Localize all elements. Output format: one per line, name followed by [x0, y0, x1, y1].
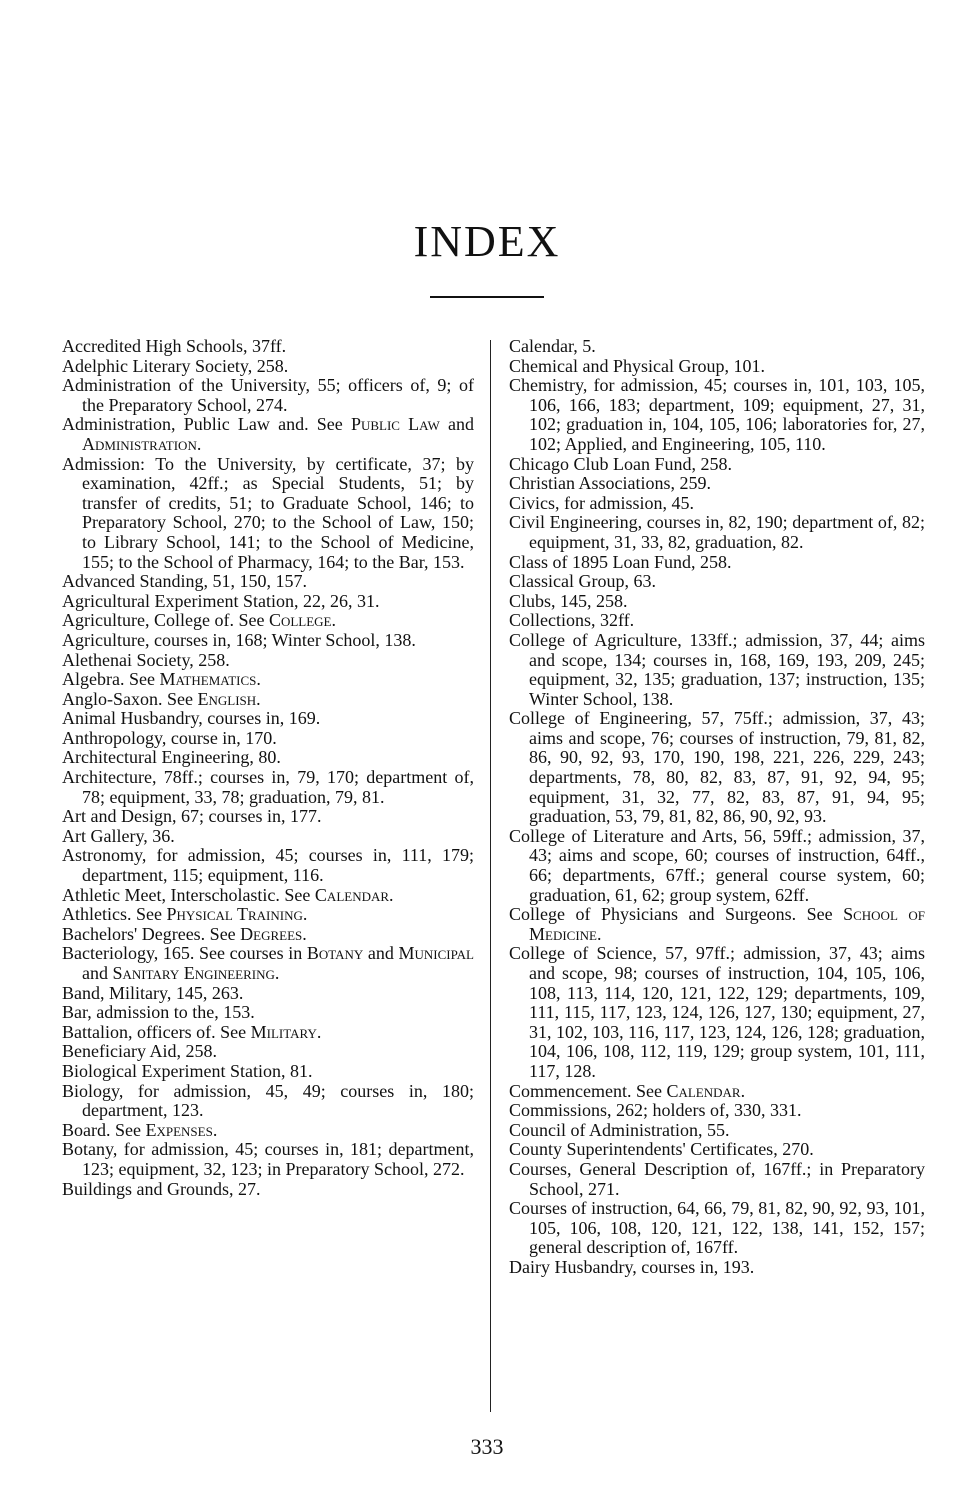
index-entry: [509, 1121, 925, 1141]
entry-text: Bacteriology, 165. See courses in: [62, 943, 307, 964]
index-entry: [509, 494, 925, 514]
index-entry: [62, 768, 474, 807]
index-entry: [62, 376, 474, 415]
index-entry: [62, 905, 474, 925]
entry-text: Admission: To the University, by certificate, 37; by examination, 42ff.; as Special Students, 51; by transfer of credits, 51; to Graduate School, 146; to Preparatory School, 270; to the School of Law, 150; to Library School, 141; to the School of Medicine, 155; to the School of Pharmacy, 164; to the Bar, 153.: [62, 453, 474, 572]
entry-text: Athletics. See: [62, 904, 167, 925]
cross-reference: Public Law: [350, 414, 440, 435]
index-entry: [509, 709, 925, 827]
entry-text: .: [196, 433, 202, 454]
index-entry: [62, 846, 474, 885]
index-entry: [62, 827, 474, 847]
entry-text: Advanced Standing, 51, 150, 157.: [62, 571, 307, 592]
index-entry: [509, 905, 925, 944]
cross-reference: English: [197, 688, 257, 709]
entry-text: Council of Administration, 55.: [509, 1119, 730, 1140]
index-entry: [62, 748, 474, 768]
entry-text: Alethenai Society, 258.: [62, 649, 230, 670]
index-entry: [509, 1199, 925, 1258]
index-entry: [62, 984, 474, 1004]
index-entry: [62, 611, 474, 631]
entry-text: Christian Associations, 259.: [509, 473, 711, 494]
entry-text: Collections, 32ff.: [509, 610, 635, 631]
entry-text: Battalion, officers of. See: [62, 1021, 251, 1042]
entry-text: Agriculture, College of. See: [62, 610, 269, 631]
index-entry: [509, 611, 925, 631]
index-entry: [62, 455, 474, 573]
entry-text: .: [331, 610, 336, 631]
entry-text: Buildings and Grounds, 27.: [62, 1178, 261, 1199]
index-entry: [62, 1042, 474, 1062]
entry-text: Calendar, 5.: [509, 336, 596, 356]
entry-text: College of Engineering, 57, 75ff.; admission, 37, 43; aims and scope, 76; courses of instruction, 79, 81, 82, 86, 90, 92, 93, 170, 190, 198, 221, 226, 229, 243; departments, 78, 80, 82, 83, 87, 91, 92, 94, 95; equipment, 31, 32, 77, 82, 83, 87, 91, 94, 95; graduation, 53, 79, 81, 82, 86, 90, 92, 93.: [509, 708, 925, 827]
entry-text: College of Science, 57, 97ff.; admission, 37, 43; aims and scope, 98; courses of instruction, 104, 105, 106, 108, 113, 114, 120, 121, 122, 129; departments, 109, 111, 115, 117, 123, 124, 126, 127, 130; equipment, 27, 31, 102, 103, 116, 117, 123, 124, 126, 128; graduation, 104, 106, 108, 112, 119, 129; group system, 101, 111, 117, 128.: [509, 943, 925, 1081]
entry-text: and: [82, 963, 113, 983]
index-entry: [62, 631, 474, 651]
entry-text: and: [363, 943, 399, 964]
entry-text: Agriculture, courses in, 168; Winter School, 138.: [62, 629, 416, 650]
entry-text: Bar, admission to the, 153.: [62, 1002, 255, 1023]
cross-reference: Botany: [306, 943, 364, 964]
entry-text: Board. See: [62, 1119, 146, 1140]
index-entry: [509, 376, 925, 454]
entry-text: Beneficiary Aid, 258.: [62, 1041, 217, 1062]
entry-text: Civics, for admission, 45.: [509, 492, 694, 513]
cross-reference: Mathematics: [159, 669, 257, 690]
index-entry: [509, 1258, 925, 1278]
index-entry: [509, 1160, 925, 1199]
entry-text: College of Agriculture, 133ff.; admission, 37, 44; aims and scope, 134; courses in, 168, 169, 193, 209, 245; equipment, 32, 135; graduation, 137; instruction, 135; Winter School, 138.: [509, 629, 925, 709]
entry-text: Administration, Public Law and. See: [62, 414, 351, 435]
cross-reference: Military: [250, 1021, 317, 1042]
entry-text: Courses, General Description of, 167ff.; in Preparatory School, 271.: [509, 1158, 925, 1199]
index-entry: [62, 592, 474, 612]
index-column-right: [509, 337, 925, 1278]
entry-text: Art and Design, 67; courses in, 177.: [62, 806, 322, 827]
entry-text: Commencement. See: [509, 1080, 667, 1101]
index-column-left: [62, 337, 474, 1199]
entry-text: Clubs, 145, 258.: [509, 590, 628, 611]
index-entry: [62, 572, 474, 592]
cross-reference: Municipal: [398, 943, 474, 964]
entry-text: Administration of the University, 55; officers of, 9; of the Preparatory School, 274.: [62, 375, 474, 415]
index-entry: [62, 1180, 474, 1200]
index-entry: [509, 592, 925, 612]
entry-text: and: [439, 414, 474, 435]
entry-text: .: [740, 1080, 746, 1101]
index-entry: [62, 1003, 474, 1023]
entry-text: Art Gallery, 36.: [62, 825, 175, 846]
entry-text: Athletic Meet, Interscholastic. See: [62, 884, 315, 905]
index-entry: [509, 944, 925, 1081]
cross-reference: Physical Training: [166, 904, 303, 925]
entry-text: Architecture, 78ff.; courses in, 79, 170; department of, 78; equipment, 33, 78; graduation, 79, 81.: [62, 767, 474, 807]
entry-text: .: [212, 1119, 218, 1140]
index-entry: [62, 1082, 474, 1121]
entry-text: Agricultural Experiment Station, 22, 26, 31.: [62, 590, 380, 611]
index-entry: [62, 1062, 474, 1082]
index-entry: [62, 729, 474, 749]
entry-text: County Superintendents' Certificates, 270.: [509, 1139, 814, 1160]
entry-text: Class of 1895 Loan Fund, 258.: [509, 551, 732, 572]
entry-text: Classical Group, 63.: [509, 571, 656, 592]
index-entry: [62, 415, 474, 454]
column-divider: [490, 340, 491, 1412]
cross-reference: School of Medicine: [529, 904, 925, 944]
entry-text: Commissions, 262; holders of, 330, 331.: [509, 1100, 802, 1121]
cross-reference: Expenses: [145, 1119, 213, 1140]
entry-text: .: [316, 1021, 322, 1042]
index-entry: [509, 572, 925, 592]
index-entry: [62, 651, 474, 671]
cross-reference: Sanitary Engineering: [112, 963, 275, 983]
entry-text: .: [302, 923, 307, 944]
entry-text: Accredited High Schools, 37ff.: [62, 336, 287, 356]
entry-text: Courses of instruction, 64, 66, 79, 81, 82, 90, 92, 93, 101, 105, 106, 108, 120, 121, 122, 138, 141, 152, 157; general description of, 167ff.: [509, 1198, 925, 1258]
index-entry: [62, 886, 474, 906]
entry-text: .: [256, 669, 261, 690]
entry-text: Band, Military, 145, 263.: [62, 982, 244, 1003]
index-entry: [62, 1140, 474, 1179]
index-entry: [62, 357, 474, 377]
entry-text: .: [389, 884, 394, 905]
index-entry: [62, 337, 474, 357]
entry-text: Animal Husbandry, courses in, 169.: [62, 708, 321, 729]
entry-text: College of Literature and Arts, 56, 59ff.; admission, 37, 43; aims and scope, 60; courses of instruction, 64ff., 66; departments, 67ff.; general course system, 60; graduation, 61, 62; group system, 62ff.: [509, 825, 925, 905]
entry-text: Astronomy, for admission, 45; courses in, 111, 179; department, 115; equipment, 116.: [62, 845, 474, 886]
index-entry: [509, 553, 925, 573]
index-entry: [509, 337, 925, 357]
index-entry: [509, 357, 925, 377]
index-entry: [509, 827, 925, 905]
entry-text: .: [597, 923, 602, 944]
entry-text: Biology, for admission, 45, 49; courses in, 180; department, 123.: [62, 1080, 474, 1121]
index-entry: [62, 925, 474, 945]
entry-text: College of Physicians and Surgeons. See: [509, 904, 844, 925]
entry-text: Civil Engineering, courses in, 82, 190; department of, 82; equipment, 31, 33, 82, graduation, 82.: [509, 512, 925, 552]
entry-text: Chicago Club Loan Fund, 258.: [509, 453, 732, 474]
cross-reference: College: [268, 610, 332, 631]
entry-text: .: [274, 963, 280, 983]
index-entry: [509, 1082, 925, 1102]
index-entry: [62, 709, 474, 729]
cross-reference: Degrees: [240, 923, 303, 944]
index-entry: [509, 631, 925, 709]
index-entry: [509, 455, 925, 475]
page-number: 333: [470, 1434, 504, 1459]
index-entry: [62, 807, 474, 827]
entry-text: Anthropology, course in, 170.: [62, 727, 277, 748]
entry-text: Bachelors' Degrees. See: [62, 923, 241, 944]
index-entry: [62, 1023, 474, 1043]
entry-text: Architectural Engineering, 80.: [62, 747, 281, 768]
entry-text: Chemistry, for admission, 45; courses in, 101, 103, 105, 106, 166, 183; department, 109; equipment, 27, 31, 102; graduation in, 104, 105, 106; laboratories for, 27, 102; Applied, and Engineering, 105, 110.: [509, 375, 925, 454]
cross-reference: Administration: [82, 433, 197, 454]
title-rule: [430, 296, 544, 298]
index-entry: [509, 1101, 925, 1121]
index-entry: [62, 944, 474, 983]
index-entry: [62, 670, 474, 690]
entry-text: Anglo-Saxon. See: [62, 688, 198, 709]
index-entry: [62, 690, 474, 710]
index-entry: [509, 474, 925, 494]
index-entry: [62, 1121, 474, 1141]
entry-text: Botany, for admission, 45; courses in, 181; department, 123; equipment, 32, 123; in Preparatory School, 272.: [62, 1139, 474, 1179]
entry-text: .: [256, 688, 261, 709]
entry-text: Chemical and Physical Group, 101.: [509, 355, 765, 376]
entry-text: Algebra. See: [62, 669, 160, 690]
index-entry: [509, 1140, 925, 1160]
index-entry: [509, 513, 925, 552]
entry-text: Biological Experiment Station, 81.: [62, 1060, 313, 1081]
entry-text: .: [302, 904, 308, 925]
page-title: INDEX: [413, 217, 561, 266]
entry-text: Adelphic Literary Society, 258.: [62, 355, 289, 376]
cross-reference: Calendar: [314, 884, 390, 905]
cross-reference: Calendar: [666, 1080, 741, 1101]
entry-text: Dairy Husbandry, courses in, 193.: [509, 1256, 755, 1277]
